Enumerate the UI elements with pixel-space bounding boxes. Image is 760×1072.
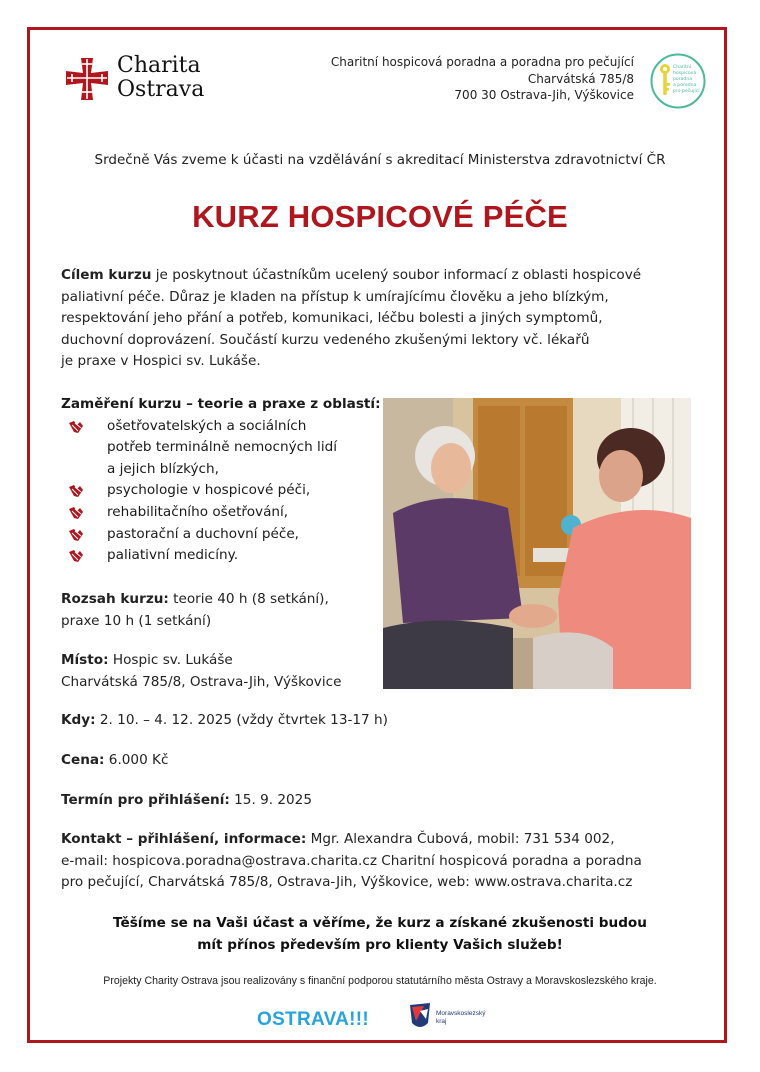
list-item: rehabilitačního ošetřování, — [61, 502, 381, 524]
intro-line: je praxe v Hospici sv. Lukáše. — [61, 353, 261, 370]
intro-line: duchovní doprovázení. Součástí kurzu vedeného zkušenými lektory vč. lékařů — [61, 331, 590, 348]
closing-line: mít přínos především pro klienty Vašich služeb! — [197, 937, 563, 953]
focus-list — [61, 416, 381, 567]
contact-label: Kontakt – přihlášení, informace: — [61, 831, 307, 847]
badge-line: poradna — [673, 77, 693, 82]
caregiver-photo — [383, 398, 691, 689]
address-line: 700 30 Ostrava-Jih, Výškovice — [454, 88, 634, 102]
intro-line: paliativní péče. Důraz je kladen na přístup k umírajícímu člověku a jeho blízkým, — [61, 288, 609, 305]
contact-block — [61, 829, 711, 894]
place-value-2: Charvátská 785/8, Ostrava-Jih, Výškovice — [61, 673, 342, 690]
place-value: Hospic sv. Lukáše — [108, 652, 233, 668]
msk-emblem-icon — [406, 1001, 434, 1031]
intro-line: respektování jeho přání a potřeb, komunikaci, léčbu bolesti a jiných symptomů, — [61, 310, 603, 327]
badge-line: hospicová — [673, 71, 697, 76]
deadline-value: 15. 9. 2025 — [229, 792, 312, 808]
logo-line-1: Charita — [117, 53, 201, 78]
when-label: Kdy: — [61, 712, 96, 728]
price-label: Cena: — [61, 752, 105, 768]
place-block — [61, 650, 341, 693]
price-block — [61, 750, 168, 772]
intro-line: je poskytnout účastníkům ucelený soubor informací z oblasti hospicové — [151, 267, 642, 283]
contact-value-2: e-mail: hospicova.poradna@ostrava.charita.cz Charitní hospicová poradna a poradna — [61, 852, 642, 869]
list-item: psychologie v hospicové péči, — [61, 480, 381, 502]
heart-bullet-icon — [68, 549, 84, 563]
contact-value-3: pro pečující, Charvátská 785/8, Ostrava-Jih, Výškovice, web: www.ostrava.charita.cz — [61, 874, 633, 891]
ostrava-logo: OSTRAVA!!! — [257, 1009, 370, 1030]
page-title: KURZ HOSPICOVÉ PÉČE — [192, 199, 568, 234]
heart-bullet-icon — [68, 484, 84, 498]
msk-line: Moravskoslezský — [436, 1010, 486, 1017]
heart-bullet-icon — [68, 420, 84, 434]
focus-section — [61, 394, 381, 567]
poradna-badge-logo — [650, 53, 706, 109]
price-value: 6.000 Kč — [104, 752, 169, 768]
intro-lead: Cílem kurzu — [61, 267, 152, 283]
when-block — [61, 710, 388, 732]
header-address — [331, 54, 634, 104]
closing-line: Těšíme se na Vaši účast a věříme, že kurz a získané zkušenosti budou — [113, 915, 647, 931]
closing-message — [0, 912, 760, 956]
contact-value: Mgr. Alexandra Čubová, mobil: 731 534 002, — [306, 831, 615, 847]
msk-line: kraj — [436, 1017, 447, 1025]
intro-paragraph — [61, 265, 701, 373]
moravskoslezsky-kraj-logo — [406, 1001, 486, 1031]
logo-line-2: Ostrava — [117, 77, 205, 102]
deadline-block — [61, 790, 312, 812]
list-item: pastorační a duchovní péče, — [61, 524, 381, 546]
address-line: Charvátská 785/8 — [527, 71, 634, 86]
charita-logo — [64, 54, 214, 106]
heart-bullet-icon — [68, 528, 84, 542]
address-line: Charitní hospicová poradna a poradna pro pečující — [330, 55, 634, 69]
place-label: Místo: — [61, 652, 109, 668]
deadline-label: Termín pro přihlášení: — [61, 792, 230, 808]
list-item: ošetřovatelských a sociálních potřeb terminálně nemocných lidí a jejich blízkých, — [61, 416, 381, 481]
scope-value: teorie 40 h (8 setkání), — [168, 591, 329, 607]
scope-block — [61, 589, 329, 632]
badge-line: Charitní — [673, 65, 692, 70]
charita-cross-icon — [64, 56, 110, 102]
scope-label: Rozsah kurzu: — [61, 591, 169, 607]
invitation-line: Srdečně Vás zveme k účasti na vzdělávání s akreditací Ministerstva zdravotnictví ČR — [94, 152, 666, 168]
badge-line: pro pečující — [673, 89, 700, 94]
heart-bullet-icon — [68, 506, 84, 520]
badge-line: a poradna — [673, 83, 697, 88]
scope-value-2: praxe 10 h (1 setkání) — [61, 612, 212, 629]
focus-heading: Zaměření kurzu – teorie a praxe z oblastí: — [61, 396, 381, 412]
list-item: paliativní medicíny. — [61, 545, 381, 567]
funding-note: Projekty Charity Ostrava jsou realizovány s finanční podporou statutárního města Ostravy a Moravskoslezského kraje. — [103, 975, 657, 987]
when-value: 2. 10. – 4. 12. 2025 (vždy čtvrtek 13-17 h) — [95, 712, 388, 728]
